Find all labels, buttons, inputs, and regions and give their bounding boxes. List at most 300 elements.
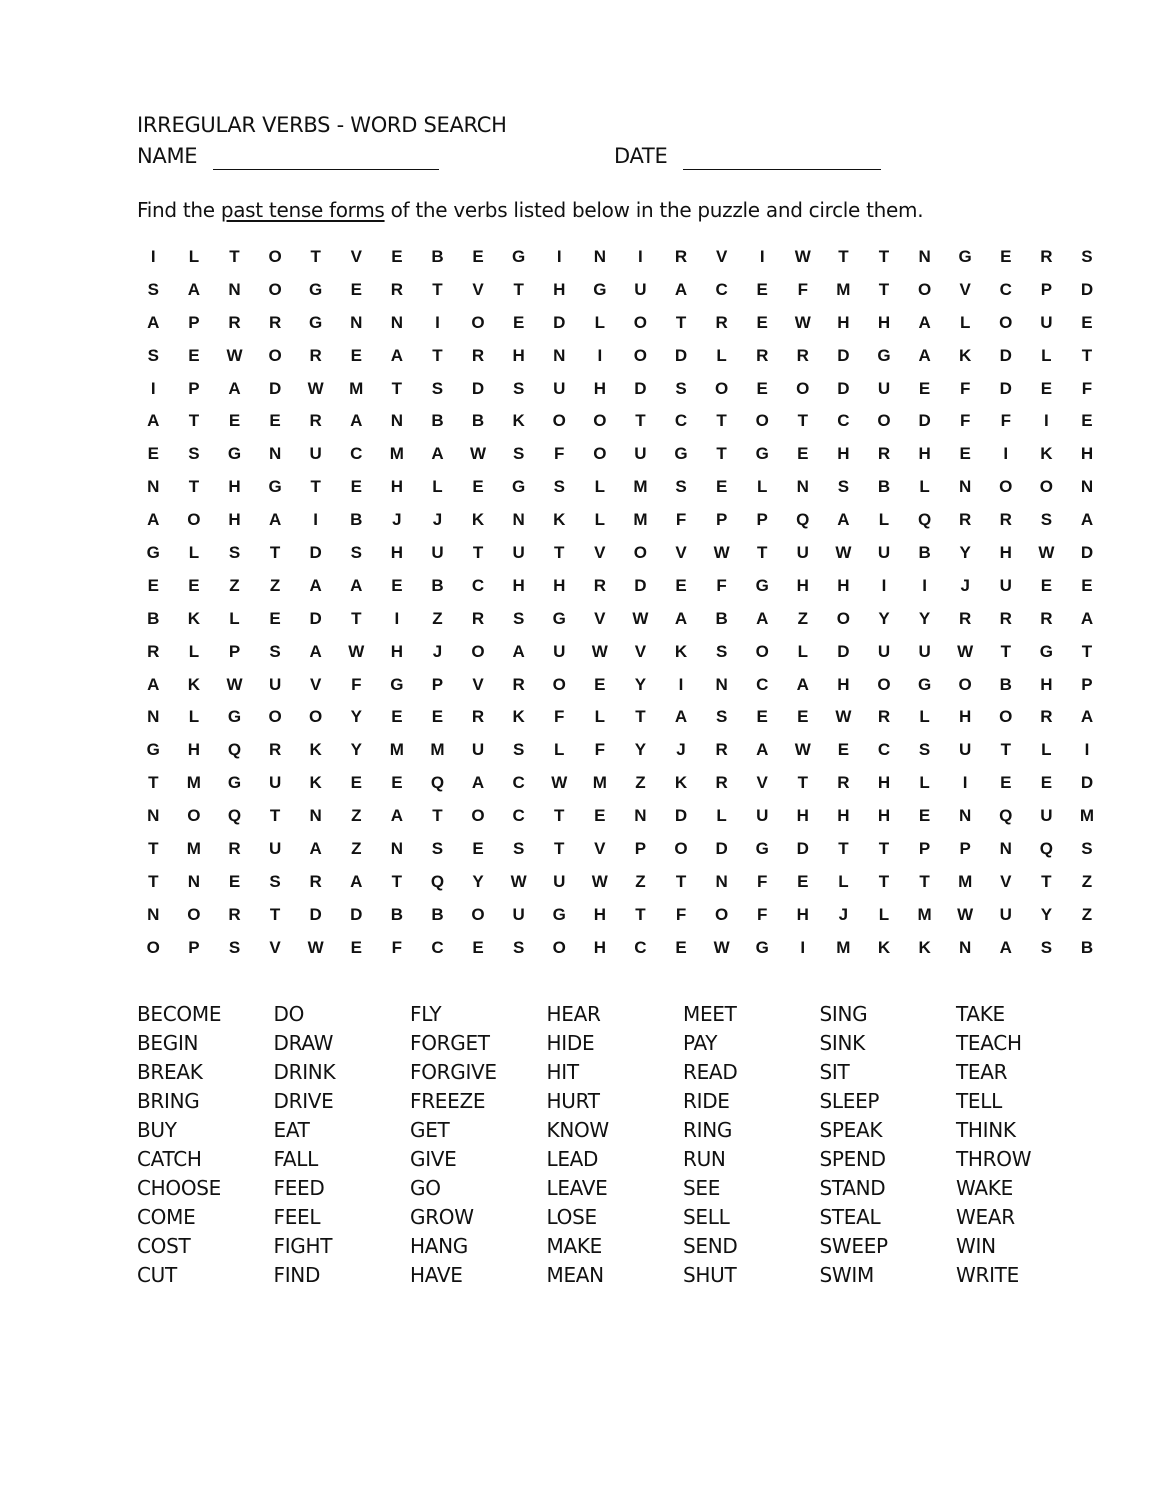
grid-letter[interactable]: L	[188, 641, 200, 661]
grid-letter[interactable]: W	[957, 641, 974, 661]
grid-letter[interactable]: O	[958, 674, 972, 694]
grid-letter[interactable]: D	[796, 839, 809, 859]
grid-letter[interactable]: O	[999, 477, 1013, 497]
grid-letter[interactable]: E	[1000, 247, 1012, 266]
grid-letter[interactable]: T	[716, 411, 727, 431]
grid-letter[interactable]: M	[349, 378, 364, 398]
grid-letter[interactable]: M	[633, 477, 648, 497]
grid-letter[interactable]: A	[390, 345, 403, 365]
grid-letter[interactable]: Q	[917, 510, 932, 530]
grid-letter[interactable]: A	[147, 411, 160, 431]
grid-letter[interactable]: R	[228, 312, 241, 332]
grid-letter[interactable]: N	[634, 806, 647, 826]
grid-letter[interactable]: J	[676, 740, 686, 760]
grid-letter[interactable]: T	[919, 871, 930, 891]
grid-letter[interactable]: K	[187, 674, 201, 694]
grid-letter[interactable]: S	[715, 641, 728, 661]
grid-letter[interactable]: G	[227, 773, 242, 793]
grid-letter[interactable]: Z	[351, 839, 362, 859]
grid-letter[interactable]: A	[1080, 707, 1094, 727]
grid-letter[interactable]: P	[188, 378, 200, 398]
grid-letter[interactable]: E	[797, 444, 809, 464]
grid-letter[interactable]: A	[390, 806, 403, 826]
grid-letter[interactable]: U	[634, 279, 647, 299]
grid-letter[interactable]: H	[999, 543, 1012, 563]
grid-letter[interactable]: T	[1000, 641, 1011, 661]
grid-letter[interactable]: J	[838, 904, 849, 924]
grid-letter[interactable]: E	[1040, 575, 1053, 595]
grid-letter[interactable]: H	[837, 806, 850, 826]
grid-letter[interactable]: T	[1041, 871, 1052, 891]
grid-letter[interactable]: S	[553, 477, 565, 497]
grid-letter[interactable]: V	[959, 279, 971, 299]
grid-letter[interactable]: V	[594, 543, 606, 563]
grid-letter[interactable]: E	[147, 575, 159, 595]
grid-letter[interactable]: V	[472, 674, 484, 694]
grid-letter[interactable]: R	[309, 411, 322, 431]
grid-letter[interactable]: L	[959, 312, 971, 332]
grid-letter[interactable]: H	[1080, 444, 1094, 464]
grid-letter[interactable]: W	[1038, 543, 1055, 563]
grid-letter[interactable]: R	[877, 444, 891, 464]
grid-letter[interactable]: K	[309, 740, 322, 760]
grid-letter[interactable]: N	[715, 674, 728, 694]
grid-letter[interactable]: M	[917, 904, 932, 924]
grid-letter[interactable]: O	[755, 411, 769, 431]
grid-letter[interactable]: E	[1081, 411, 1093, 431]
grid-letter[interactable]: Z	[351, 806, 362, 826]
grid-letter[interactable]: A	[1080, 608, 1094, 628]
grid-letter[interactable]: B	[431, 411, 444, 431]
grid-letter[interactable]: E	[797, 871, 809, 891]
grid-letter[interactable]: T	[838, 839, 849, 859]
grid-letter[interactable]: M	[186, 773, 201, 793]
grid-letter[interactable]: T	[472, 543, 484, 563]
grid-letter[interactable]: E	[918, 806, 931, 826]
grid-letter[interactable]: K	[1040, 444, 1053, 464]
grid-letter[interactable]: H	[796, 575, 809, 595]
grid-letter[interactable]: V	[675, 543, 687, 563]
grid-letter[interactable]: B	[471, 411, 485, 431]
grid-letter[interactable]: D	[918, 411, 931, 431]
grid-letter[interactable]: O	[552, 937, 566, 957]
grid-letter[interactable]: U	[268, 773, 282, 793]
grid-letter[interactable]: R	[674, 247, 688, 266]
grid-letter[interactable]: T	[635, 904, 646, 924]
grid-letter[interactable]: E	[918, 378, 931, 398]
grid-letter[interactable]: G	[512, 247, 526, 266]
grid-letter[interactable]: G	[755, 444, 769, 464]
grid-letter[interactable]: J	[432, 510, 443, 530]
grid-letter[interactable]: O	[674, 839, 688, 859]
grid-letter[interactable]: M	[389, 740, 404, 760]
grid-letter[interactable]: A	[918, 345, 931, 365]
grid-letter[interactable]: Y	[959, 543, 971, 563]
grid-letter[interactable]: T	[148, 871, 159, 891]
grid-letter[interactable]: E	[350, 279, 362, 299]
grid-letter[interactable]: U	[918, 641, 931, 661]
grid-letter[interactable]: R	[147, 641, 160, 661]
grid-letter[interactable]: E	[837, 740, 850, 760]
grid-letter[interactable]: U	[796, 543, 809, 563]
grid-letter[interactable]: L	[919, 773, 930, 793]
grid-letter[interactable]: B	[431, 247, 444, 266]
grid-letter[interactable]: T	[878, 839, 890, 859]
grid-letter[interactable]: O	[755, 641, 769, 661]
grid-letter[interactable]: W	[794, 740, 811, 760]
grid-letter[interactable]: U	[877, 641, 891, 661]
grid-letter[interactable]: B	[431, 904, 444, 924]
grid-letter[interactable]: R	[999, 608, 1012, 628]
grid-letter[interactable]: S	[1081, 839, 1093, 859]
grid-letter[interactable]: M	[1079, 806, 1095, 826]
grid-letter[interactable]: B	[1080, 937, 1094, 957]
grid-letter[interactable]: K	[553, 510, 566, 530]
grid-letter[interactable]: A	[187, 279, 201, 299]
grid-letter[interactable]: V	[269, 937, 281, 957]
grid-letter[interactable]: T	[269, 543, 281, 563]
grid-letter[interactable]: G	[146, 543, 160, 563]
grid-letter[interactable]: Z	[635, 871, 646, 891]
grid-letter[interactable]: F	[675, 510, 687, 530]
grid-letter[interactable]: O	[999, 312, 1013, 332]
grid-letter[interactable]: T	[351, 608, 362, 628]
grid-letter[interactable]: V	[715, 247, 728, 266]
grid-letter[interactable]: M	[389, 444, 404, 464]
grid-letter[interactable]: Z	[269, 575, 281, 595]
grid-letter[interactable]: U	[1040, 806, 1053, 826]
grid-letter[interactable]: S	[512, 608, 525, 628]
grid-letter[interactable]: T	[391, 871, 403, 891]
grid-letter[interactable]: Z	[1081, 871, 1093, 891]
grid-letter[interactable]: H	[228, 477, 241, 497]
grid-letter[interactable]: A	[147, 312, 160, 332]
grid-letter[interactable]: T	[1081, 641, 1093, 661]
grid-letter[interactable]: O	[187, 904, 201, 924]
grid-letter[interactable]: W	[226, 345, 243, 365]
grid-letter[interactable]: O	[552, 411, 566, 431]
grid-letter[interactable]: D	[553, 312, 566, 332]
grid-letter[interactable]: N	[796, 477, 809, 497]
grid-letter[interactable]: E	[512, 312, 525, 332]
grid-letter[interactable]: R	[715, 773, 728, 793]
grid-letter[interactable]: R	[309, 345, 322, 365]
grid-letter[interactable]: P	[1040, 279, 1053, 299]
grid-letter[interactable]: F	[594, 740, 606, 760]
grid-letter[interactable]: A	[756, 740, 769, 760]
grid-letter[interactable]: K	[674, 773, 688, 793]
grid-letter[interactable]: E	[472, 247, 484, 266]
grid-letter[interactable]: O	[552, 674, 566, 694]
grid-letter[interactable]: F	[1000, 411, 1011, 431]
grid-letter[interactable]: N	[147, 477, 160, 497]
grid-letter[interactable]: A	[471, 773, 485, 793]
grid-letter[interactable]: W	[591, 871, 608, 891]
grid-letter[interactable]: S	[715, 707, 728, 727]
grid-letter[interactable]: B	[147, 608, 160, 628]
grid-letter[interactable]: N	[918, 247, 931, 266]
grid-letter[interactable]: F	[757, 904, 768, 924]
grid-letter[interactable]: G	[390, 674, 404, 694]
grid-letter[interactable]: E	[431, 707, 444, 727]
grid-letter[interactable]: B	[431, 575, 444, 595]
grid-letter[interactable]: N	[512, 510, 525, 530]
grid-letter[interactable]: O	[714, 904, 729, 924]
grid-letter[interactable]: G	[958, 247, 972, 266]
grid-letter[interactable]: S	[1040, 510, 1053, 530]
grid-letter[interactable]: F	[391, 937, 403, 957]
grid-letter[interactable]: E	[228, 411, 241, 431]
grid-letter[interactable]: F	[1081, 378, 1093, 398]
grid-letter[interactable]: I	[638, 247, 643, 266]
grid-letter[interactable]: E	[756, 279, 768, 299]
grid-letter[interactable]: S	[350, 543, 362, 563]
grid-letter[interactable]: S	[269, 871, 281, 891]
grid-letter[interactable]: A	[309, 575, 322, 595]
grid-letter[interactable]: E	[1081, 312, 1093, 332]
grid-letter[interactable]: W	[307, 378, 324, 398]
grid-letter[interactable]: U	[553, 871, 566, 891]
grid-letter[interactable]: A	[674, 608, 688, 628]
grid-letter[interactable]: N	[228, 279, 241, 299]
grid-letter[interactable]: P	[918, 839, 931, 859]
grid-letter[interactable]: A	[512, 641, 525, 661]
grid-letter[interactable]: H	[959, 707, 972, 727]
grid-letter[interactable]: F	[959, 411, 971, 431]
grid-letter[interactable]: U	[959, 740, 972, 760]
grid-letter[interactable]: L	[716, 806, 727, 826]
grid-letter[interactable]: M	[592, 773, 607, 793]
grid-letter[interactable]: Z	[1081, 904, 1093, 924]
grid-letter[interactable]: N	[390, 411, 403, 431]
grid-letter[interactable]: W	[957, 904, 974, 924]
grid-letter[interactable]: W	[794, 312, 811, 332]
grid-letter[interactable]: O	[268, 279, 282, 299]
grid-letter[interactable]: M	[836, 279, 851, 299]
grid-letter[interactable]: Z	[432, 608, 443, 628]
name-blank-line[interactable]	[213, 169, 439, 170]
grid-letter[interactable]: L	[797, 641, 808, 661]
grid-letter[interactable]: U	[1040, 312, 1053, 332]
grid-letter[interactable]: U	[999, 575, 1012, 595]
grid-letter[interactable]: G	[552, 608, 566, 628]
grid-letter[interactable]: N	[187, 871, 201, 891]
grid-letter[interactable]: O	[593, 444, 607, 464]
grid-letter[interactable]: G	[755, 839, 769, 859]
grid-letter[interactable]: I	[922, 575, 927, 595]
grid-letter[interactable]: I	[150, 247, 156, 266]
grid-letter[interactable]: G	[552, 904, 566, 924]
grid-letter[interactable]: O	[471, 641, 485, 661]
grid-letter[interactable]: M	[836, 937, 851, 957]
grid-letter[interactable]: D	[999, 378, 1012, 398]
grid-letter[interactable]: W	[713, 543, 730, 563]
grid-letter[interactable]: D	[674, 345, 688, 365]
grid-letter[interactable]: P	[715, 510, 728, 530]
grid-letter[interactable]: E	[147, 444, 159, 464]
grid-letter[interactable]: Y	[1040, 904, 1053, 924]
grid-letter[interactable]: C	[512, 806, 525, 826]
grid-letter[interactable]: B	[877, 477, 891, 497]
grid-letter[interactable]: J	[432, 641, 443, 661]
grid-letter[interactable]: U	[553, 641, 566, 661]
grid-letter[interactable]: T	[310, 247, 321, 266]
grid-letter[interactable]: R	[1040, 707, 1053, 727]
grid-letter[interactable]: E	[594, 674, 606, 694]
grid-letter[interactable]: L	[716, 345, 727, 365]
grid-letter[interactable]: L	[878, 904, 890, 924]
grid-letter[interactable]: U	[756, 806, 769, 826]
grid-letter[interactable]: P	[634, 839, 647, 859]
grid-letter[interactable]: L	[1041, 740, 1052, 760]
grid-letter[interactable]: V	[594, 608, 606, 628]
grid-letter[interactable]: T	[878, 247, 890, 266]
grid-letter[interactable]: H	[877, 773, 891, 793]
grid-letter[interactable]: Y	[472, 871, 484, 891]
grid-letter[interactable]: L	[594, 707, 606, 727]
grid-letter[interactable]: E	[472, 839, 484, 859]
grid-letter[interactable]: R	[796, 345, 809, 365]
grid-letter[interactable]: E	[350, 773, 362, 793]
grid-letter[interactable]: V	[634, 641, 647, 661]
grid-letter[interactable]: O	[877, 674, 891, 694]
grid-letter[interactable]: A	[268, 510, 282, 530]
grid-letter[interactable]: U	[999, 904, 1012, 924]
grid-letter[interactable]: N	[147, 806, 160, 826]
grid-letter[interactable]: V	[594, 839, 606, 859]
grid-letter[interactable]: W	[713, 937, 730, 957]
grid-letter[interactable]: M	[958, 871, 973, 891]
grid-letter[interactable]: N	[959, 806, 972, 826]
grid-letter[interactable]: R	[268, 312, 282, 332]
grid-letter[interactable]: N	[390, 312, 403, 332]
grid-letter[interactable]: K	[187, 608, 201, 628]
grid-letter[interactable]: B	[715, 608, 728, 628]
grid-letter[interactable]: W	[591, 641, 608, 661]
grid-letter[interactable]: W	[835, 707, 852, 727]
date-blank-line[interactable]	[683, 169, 881, 170]
grid-letter[interactable]: E	[756, 312, 768, 332]
grid-letter[interactable]: E	[472, 937, 484, 957]
grid-letter[interactable]: J	[392, 510, 402, 530]
grid-letter[interactable]: S	[228, 937, 241, 957]
grid-letter[interactable]: H	[1040, 674, 1053, 694]
grid-letter[interactable]: T	[148, 773, 159, 793]
grid-letter[interactable]: O	[146, 937, 160, 957]
grid-letter[interactable]: G	[755, 575, 769, 595]
grid-letter[interactable]: P	[188, 312, 200, 332]
grid-letter[interactable]: O	[796, 378, 810, 398]
grid-letter[interactable]: T	[797, 773, 808, 793]
grid-letter[interactable]: V	[472, 279, 484, 299]
grid-letter[interactable]: T	[554, 839, 565, 859]
grid-letter[interactable]: R	[471, 345, 485, 365]
grid-letter[interactable]: F	[716, 575, 727, 595]
grid-letter[interactable]: L	[554, 740, 565, 760]
grid-letter[interactable]: O	[268, 707, 282, 727]
grid-letter[interactable]: E	[594, 806, 606, 826]
grid-letter[interactable]: G	[227, 707, 242, 727]
grid-letter[interactable]: A	[431, 444, 444, 464]
grid-letter[interactable]: N	[593, 247, 606, 266]
grid-letter[interactable]: U	[471, 740, 485, 760]
grid-letter[interactable]: K	[471, 510, 485, 530]
grid-letter[interactable]: T	[675, 871, 687, 891]
grid-letter[interactable]: A	[350, 575, 363, 595]
grid-letter[interactable]: B	[350, 510, 363, 530]
grid-letter[interactable]: S	[512, 444, 525, 464]
grid-letter[interactable]: E	[188, 575, 200, 595]
grid-letter[interactable]: I	[435, 312, 440, 332]
grid-letter[interactable]: H	[837, 312, 850, 332]
grid-letter[interactable]: Y	[634, 674, 647, 694]
grid-letter[interactable]: N	[309, 806, 322, 826]
grid-letter[interactable]: P	[228, 641, 241, 661]
grid-letter[interactable]: C	[999, 279, 1012, 299]
grid-letter[interactable]: O	[309, 707, 323, 727]
grid-letter[interactable]: E	[350, 345, 362, 365]
grid-letter[interactable]: L	[838, 871, 849, 891]
grid-letter[interactable]: W	[348, 641, 365, 661]
grid-letter[interactable]: O	[917, 279, 932, 299]
grid-letter[interactable]: U	[268, 674, 282, 694]
grid-letter[interactable]: E	[797, 707, 809, 727]
grid-letter[interactable]: S	[431, 839, 444, 859]
grid-letter[interactable]: H	[593, 378, 606, 398]
grid-letter[interactable]: T	[432, 345, 443, 365]
grid-letter[interactable]: I	[150, 378, 156, 398]
grid-letter[interactable]: V	[756, 773, 768, 793]
grid-letter[interactable]: R	[390, 279, 403, 299]
grid-letter[interactable]: K	[309, 773, 322, 793]
grid-letter[interactable]: N	[1080, 477, 1094, 497]
grid-letter[interactable]: A	[756, 608, 769, 628]
grid-letter[interactable]: M	[186, 839, 201, 859]
grid-letter[interactable]: K	[674, 641, 688, 661]
grid-letter[interactable]: A	[1080, 510, 1094, 530]
grid-letter[interactable]: S	[512, 937, 525, 957]
grid-letter[interactable]: O	[471, 806, 485, 826]
grid-letter[interactable]: T	[432, 279, 443, 299]
grid-letter[interactable]: T	[188, 411, 200, 431]
grid-letter[interactable]: C	[877, 740, 891, 760]
grid-letter[interactable]: W	[794, 247, 811, 266]
grid-letter[interactable]: E	[1000, 773, 1012, 793]
grid-letter[interactable]: C	[431, 937, 444, 957]
grid-letter[interactable]: S	[675, 378, 687, 398]
grid-letter[interactable]: L	[594, 510, 606, 530]
grid-letter[interactable]: U	[512, 543, 525, 563]
grid-letter[interactable]: U	[268, 839, 282, 859]
grid-letter[interactable]: Z	[635, 773, 646, 793]
grid-letter[interactable]: A	[837, 510, 850, 530]
grid-letter[interactable]: F	[959, 378, 971, 398]
grid-letter[interactable]: F	[797, 279, 808, 299]
grid-letter[interactable]: D	[837, 345, 850, 365]
grid-letter[interactable]: A	[999, 937, 1012, 957]
grid-letter[interactable]: R	[228, 839, 241, 859]
grid-letter[interactable]: G	[755, 937, 769, 957]
grid-letter[interactable]: N	[268, 444, 282, 464]
grid-letter[interactable]: D	[715, 839, 728, 859]
grid-letter[interactable]: U	[512, 904, 525, 924]
grid-letter[interactable]: H	[593, 904, 606, 924]
grid-letter[interactable]: L	[188, 707, 200, 727]
grid-letter[interactable]: H	[796, 904, 809, 924]
grid-letter[interactable]: S	[431, 378, 444, 398]
grid-letter[interactable]: L	[878, 510, 890, 530]
grid-letter[interactable]: E	[1081, 575, 1093, 595]
